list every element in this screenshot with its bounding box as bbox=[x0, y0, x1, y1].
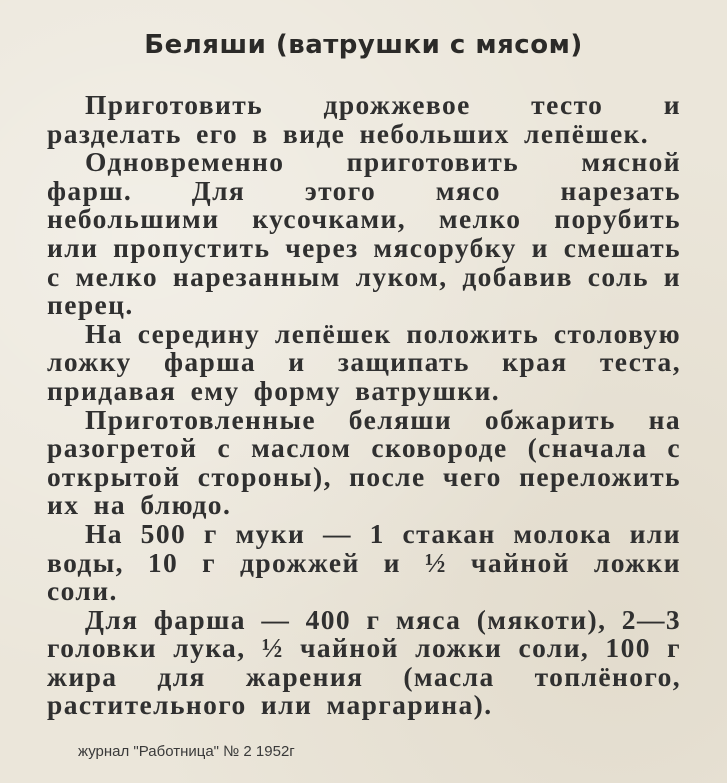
recipe-paragraph-dough-quantities: На 500 г муки — 1 стакан молока или воды, 10 г дрожжей и ½ чайной ложки соли. bbox=[47, 517, 681, 607]
recipe-paragraph-filling: Одновременно приготовить мясной фарш. Для этого мясо нарезать небольшими кусочками, мелко порубить или пропустить через мясорубку и смешать с мелко нарезанным луком, добавив соль и перец. bbox=[47, 146, 681, 321]
recipe-paragraph-shaping: На середину лепёшек положить столовую ложку фарша и защипать края теста, придавая ему форму ватрушки. bbox=[47, 317, 681, 406]
recipe-paragraph-dough: Приготовить дрожжевое тесто и разделать его в виде небольших лепёшек. bbox=[47, 89, 681, 149]
recipe-paragraph-frying: Приготовленные беляши обжарить на разогретой с маслом сковороде (сначала с открытой стороны), после чего переложить их на блюдо. bbox=[47, 403, 681, 521]
recipe-paragraph-filling-quantities: Для фарша — 400 г мяса (мякоти), 2—3 головки лука, ½ чайной ложки соли, 100 г жира для жарения (масла топлёного, растительного или маргарина). bbox=[47, 603, 681, 721]
recipe-body bbox=[47, 91, 681, 720]
source-caption: журнал "Работница" № 2 1952г bbox=[78, 743, 295, 760]
recipe-title: Беляши (ватрушки с мясом) bbox=[144, 30, 583, 60]
